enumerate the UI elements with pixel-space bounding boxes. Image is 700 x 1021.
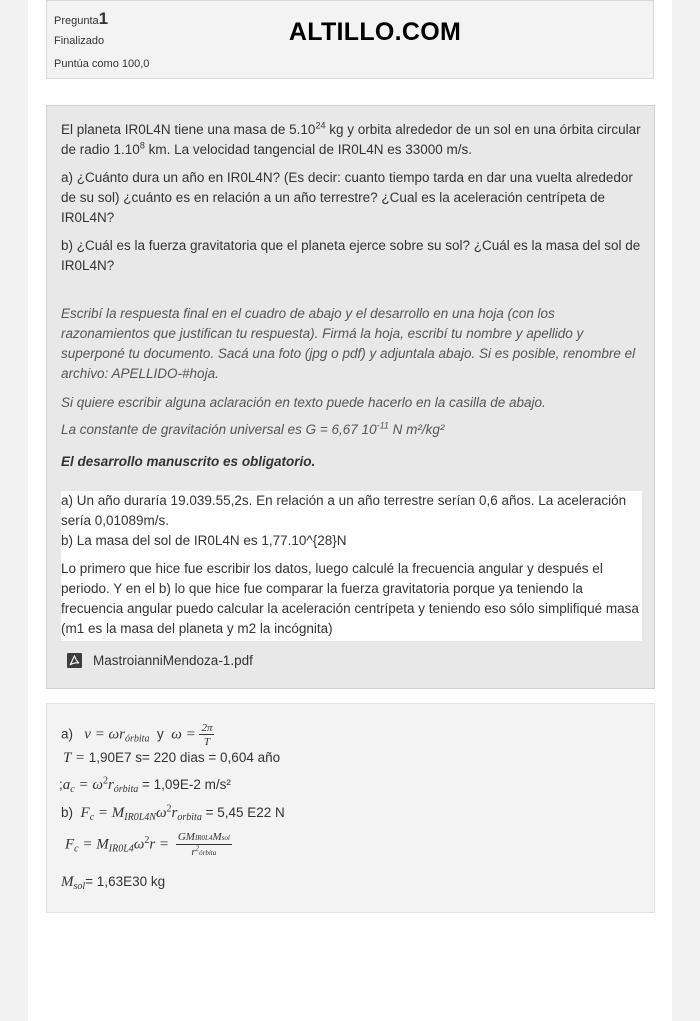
question-points: Puntúa como 100,0 — [54, 58, 150, 70]
question-status: Finalizado — [54, 35, 105, 47]
question-text-panel — [46, 105, 655, 689]
pdf-icon — [67, 653, 82, 668]
formula-sun-mass: $M_{sol}= 1,63E30$ kg — [61, 874, 166, 892]
formula-gravitational-force: $F_c = M_{IR0L4}\omega^2r$ = $\frac{\text{GMIR0L4Msol}}{r^2órbita}$ — [65, 831, 230, 858]
gravitational-constant: La constante de gravitación universal es G = 6,67 $10^{-11}$ N m²/kg² — [61, 420, 445, 437]
question-number: 1 — [98, 9, 109, 28]
attachment-link[interactable] — [67, 651, 253, 669]
watermark-logo: ALTILLO.COM — [288, 18, 462, 46]
question-intro: El planeta IR0L4N tiene una masa de 5.10$^{24}$ kg y orbita alrededor de un sol en una órbita circular de radio 1.10$^8$ km. La velocidad tangencial de IR0L4N es 33000 m/s. — [61, 120, 641, 157]
formula-feedback-panel — [46, 703, 655, 913]
formula-period: T = 1,90E7 s= 220 dias = 0,604 año — [63, 750, 281, 766]
mandatory-note: El desarrollo manuscrito es obligatorio. — [61, 454, 316, 469]
question-part-a: a) ¿Cuánto dura un año en IR0L4N? (Es decir: cuanto tiempo tarda en dar una vuelta alrededor de su sol) ¿cuánto es en relación a un año terrestre? ¿Cual es la aceleración centrípeta de IR0L4N? — [61, 170, 633, 225]
question-instructions: Escribí la respuesta final en el cuadro de abajo y el desarrollo en una hoja (con los razonamientos que justifican tu respuesta). Firmá la hoja, escribí tu nombre y apellido y superponé tu documento. Sacá una foto (jpg o pdf) y adjuntala abajo. Si es posible, renombre el archivo: APELLIDO-#hoja. — [61, 306, 636, 381]
formula-line-a: a) $v = \omega r_{órbita}$ y ω = $\frac{2\pi}{T}$ — [61, 722, 213, 748]
question-label: Pregunta1 — [54, 9, 109, 28]
answer-part-a: a) Un año duraría 19.039.55,2s. En relación a un año terrestre serían 0,6 años. La aceleración sería 0,01089m/s. — [61, 493, 627, 528]
answer-explanation: Lo primero que hice fue escribir los datos, luego calculé la frecuencia angular y después el periodo. Y en el b) lo que hice fue comparar la fuerza gravitatoria porque ya teniendo la frecuencia angular puedo calcular la aceleración centrípeta y teniendo eso sólo simplifiqué masa (m1 es la masa del planeta y m2 la incógnita) — [61, 561, 639, 636]
question-note: Si quiere escribir alguna aclaración en texto puede hacerlo en la casilla de abajo. — [61, 395, 546, 410]
answer-part-b: b) La masa del sol de IR0L4N es 1,77.10^{28}N — [61, 533, 347, 548]
answer-text-box[interactable] — [61, 491, 642, 641]
question-part-b: b) ¿Cuál es la fuerza gravitatoria que el planeta ejerce sobre su sol? ¿Cuál es la masa del sol de IR0L4N? — [61, 238, 641, 273]
formula-acceleration: $;a_c = \omega^2r_{órbita} = 1,09E-2$ m/s² — [59, 775, 231, 795]
attachment-filename: MastroianniMendoza-1.pdf — [93, 652, 253, 668]
formula-line-b: b) $F_c = M_{IR0L4N}\omega^2r_{orbita} = 5,45$ E22 N — [61, 803, 285, 823]
